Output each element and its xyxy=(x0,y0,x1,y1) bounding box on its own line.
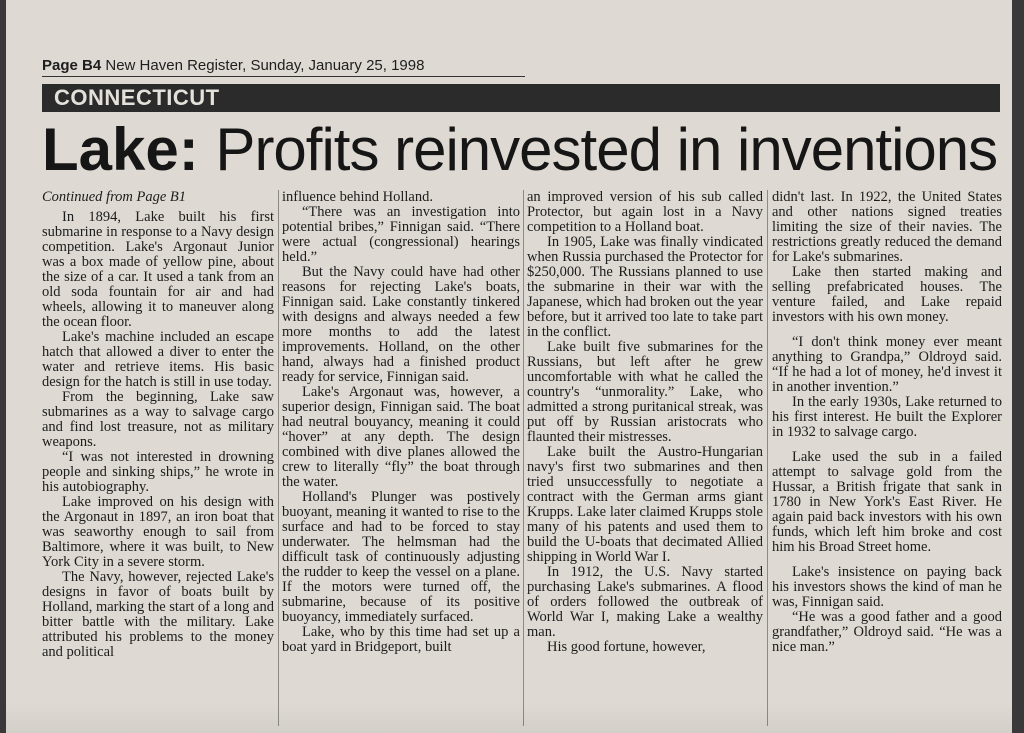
article-column-3 xyxy=(527,190,763,728)
paragraph: From the beginning, Lake saw submarines as a way to salvage cargo and find lost treasure, not as military weapons. xyxy=(42,389,274,450)
paragraph: didn't last. In 1922, the United States and other nations signed treaties limiting the size of their navies. The restrictions greatly reduced the demand for Lake's submarines. xyxy=(772,190,1002,265)
paragraph: “There was an investigation into potential bribes,” Finnigan said. “There were actual (congressional) hearings held.” xyxy=(282,204,520,265)
paragraph: Lake's machine included an escape hatch that allowed a diver to enter the water and retrieve items. His basic design for the hatch is still in use today. xyxy=(42,329,274,390)
column-rule xyxy=(767,190,768,726)
column-rule xyxy=(523,190,524,726)
paragraph: Holland's Plunger was postively buoyant, meaning it wanted to rise to the surface and had to be forced to stay underwater. The helmsman had the difficult task of continuously adjusting the rudder to keep the vessel on a plane. If the motors were turned off, the submarine, because of its positive buoyancy, immediately surfaced. xyxy=(282,489,520,625)
paragraph: influence behind Holland. xyxy=(282,190,433,205)
article-column-4 xyxy=(772,190,1002,728)
paragraph: In 1894, Lake built his first submarine in response to a Navy design competition. Lake's Argonaut Junior was a box made of yellow pine, about the size of a car. It used a tank from an old soda fountain for air and had wheels, allowing it to maneuver along the ocean floor. xyxy=(42,209,274,330)
section-label: CONNECTICUT xyxy=(54,85,220,110)
paragraph: “He was a good father and a good grandfather,” Oldroyd said. “He was a nice man.” xyxy=(772,609,1002,655)
headline-kicker: Lake: xyxy=(42,116,199,183)
paragraph: Lake, who by this time had set up a boat yard in Bridgeport, built xyxy=(282,624,520,655)
paragraph: Lake then started making and selling prefabricated houses. The venture failed, and Lake repaid investors with his own money. xyxy=(772,264,1002,325)
paragraph: “I don't think money ever meant anything to Grandpa,” Oldroyd said. “If he had a lot of money, he'd invest it in another invention.” xyxy=(772,334,1002,395)
paragraph: In 1905, Lake was finally vindicated when Russia purchased the Protector for $250,000. The Russians planned to use the submarine in their war with the Japanese, which had broken out the year before, but it arrived too late to take part in the conflict. xyxy=(527,234,763,340)
paragraph: an improved version of his sub called Protector, but again lost in a Navy competition to a Holland boat. xyxy=(527,190,763,235)
continued-line: Continued from Page B1 xyxy=(42,190,187,205)
paragraph: Lake built the Austro-Hungarian navy's first two submarines and then tried unsuccessfully to negotiate a contract with the German arms giant Krupps. Lake later claimed Krupps stole many of his patents and used them to build the U-boats that decimated Allied shipping in World War I. xyxy=(527,444,763,565)
headline-text: Profits reinvested in inventions xyxy=(215,116,998,183)
paragraph: Lake improved on his design with the Argonaut in 1897, an iron boat that was seaworthy enough to sail from Baltimore, where it was built, to New York City in a severe storm. xyxy=(42,494,274,570)
article-column-1 xyxy=(42,190,274,728)
paragraph: In 1912, the U.S. Navy started purchasing Lake's submarines. A flood of orders followed the outbreak of World War I, making Lake a wealthy man. xyxy=(527,564,763,640)
paragraph: Lake's Argonaut was, however, a superior design, Finnigan said. The boat had neutral bouyancy, meaning it could “hover” at any depth. The design combined with dive planes allowed the crew to literally “fly” the boat through the water. xyxy=(282,384,520,490)
paragraph: His good fortune, however, xyxy=(547,639,706,655)
paragraph: Lake's insistence on paying back his investors shows the kind of man he was, Finnigan said. xyxy=(772,564,1002,610)
paragraph: The Navy, however, rejected Lake's designs in favor of boats built by Holland, marking the start of a long and bitter battle with the military. Lake attributed his problems to the money and political xyxy=(42,569,274,660)
publication-date-line: New Haven Register, Sunday, January 25, 1998 xyxy=(105,57,425,74)
headline xyxy=(42,114,997,186)
column-rule xyxy=(278,190,279,726)
paragraph: Lake used the sub in a failed attempt to salvage gold from the Hussar, a British frigate that sank in 1780 in New York's East River. He again paid back investors with his own funds, which left him broke and cost him his Broad Street home. xyxy=(772,449,1002,555)
paragraph: But the Navy could have had other reasons for rejecting Lake's boats, Finnigan said. Lake constantly tinkered with designs and always needed a few more months to add the latest improvements. Holland, on the other hand, always had a finished product ready for service, Finnigan said. xyxy=(282,264,520,385)
page-info-rule xyxy=(42,76,525,77)
newspaper-clipping xyxy=(6,0,1012,733)
paragraph: Lake built five submarines for the Russians, but left after he grew uncomfortable with what he called the country's “unmorality.” Lake, who admitted a strong puritanical streak, was put off by Russian aristocrats who flaunted their mistresses. xyxy=(527,339,763,445)
paragraph: “I was not interested in drowning people and sinking ships,” he wrote in his autobiography. xyxy=(42,449,274,495)
paragraph: In the early 1930s, Lake returned to his first interest. He built the Explorer in 1932 to salvage cargo. xyxy=(772,394,1002,440)
page-number: Page B4 xyxy=(42,57,102,74)
page-info-line xyxy=(42,57,424,74)
article-column-2 xyxy=(282,190,520,728)
